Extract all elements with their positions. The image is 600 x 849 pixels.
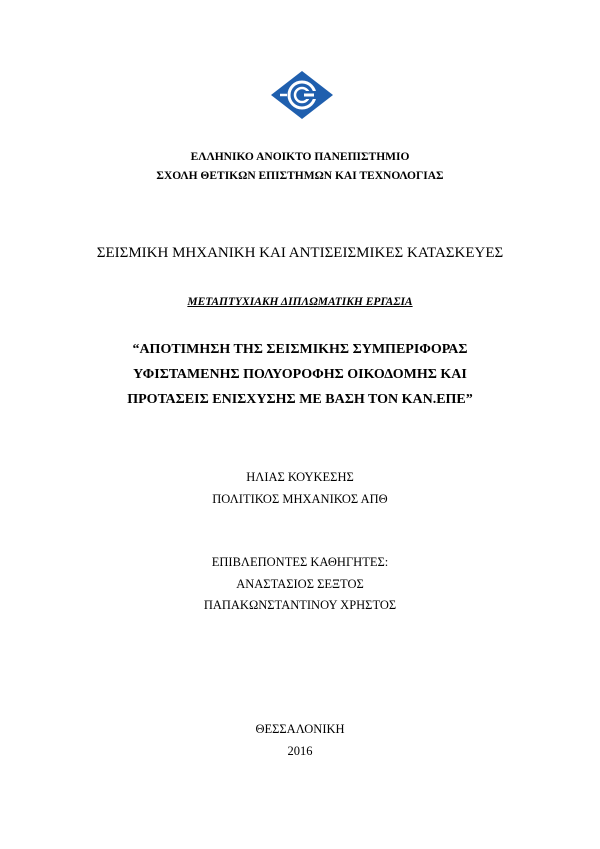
supervisors-label: ΕΠΙΒΛΕΠΟΝΤΕΣ ΚΑΘΗΓΗΤΕΣ:	[211, 555, 389, 569]
school-name: ΣΧΟΛΗ ΘΕΤΙΚΩΝ ΕΠΙΣΤΗΜΩΝ ΚΑΙ ΤΕΧΝΟΛΟΓΙΑΣ	[156, 170, 444, 182]
thesis-title-line-1: “ΑΠΟΤΙΜΗΣΗ ΤΗΣ ΣΕΙΣΜΙΚΗΣ ΣΥΜΠΕΡΙΦΟΡΑΣ	[132, 342, 468, 357]
author-name: ΗΛΙΑΣ ΚΟΥΚΕΣΗΣ	[246, 470, 354, 484]
thesis-type: ΜΕΤΑΠΤΥΧΙΑΚΗ ΔΙΠΛΩΜΑΤΙΚΗ ΕΡΓΑΣΙΑ	[187, 296, 413, 308]
university-name: ΕΛΛΗΝΙΚΟ ΑΝΟΙΚΤΟ ΠΑΝΕΠΙΣΤΗΜΙΟ	[190, 151, 410, 163]
supervisor-name: ΑΝΑΣΤΑΣΙΟΣ ΣΕΞΤΟΣ	[236, 577, 364, 591]
program-name: ΣΕΙΣΜΙΚΗ ΜΗΧΑΝΙΚΗ ΚΑΙ ΑΝΤΙΣΕΙΣΜΙΚΕΣ ΚΑΤΑΣΚΕΥΕΣ	[96, 245, 504, 261]
city: ΘΕΣΣΑΛΟΝΙΚΗ	[255, 722, 345, 736]
university-logo-icon	[270, 70, 334, 120]
supervisor-name: ΠΑΠΑΚΩΝΣΤΑΝΤΙΝΟΥ ΧΡΗΣΤΟΣ	[203, 598, 397, 612]
thesis-title-line-3: ΠΡΟΤΑΣΕΙΣ ΕΝΙΣΧΥΣΗΣ ΜΕ ΒΑΣΗ ΤΟΝ ΚΑΝ.ΕΠΕ”	[127, 392, 473, 407]
thesis-title-line-2: ΥΦΙΣΤΑΜΕΝΗΣ ΠΟΛΥΟΡΟΦΗΣ ΟΙΚΟΔΟΜΗΣ ΚΑΙ	[133, 367, 467, 382]
author-degree: ΠΟΛΙΤΙΚΟΣ ΜΗΧΑΝΙΚΟΣ ΑΠΘ	[212, 492, 388, 506]
year: 2016	[287, 744, 313, 758]
